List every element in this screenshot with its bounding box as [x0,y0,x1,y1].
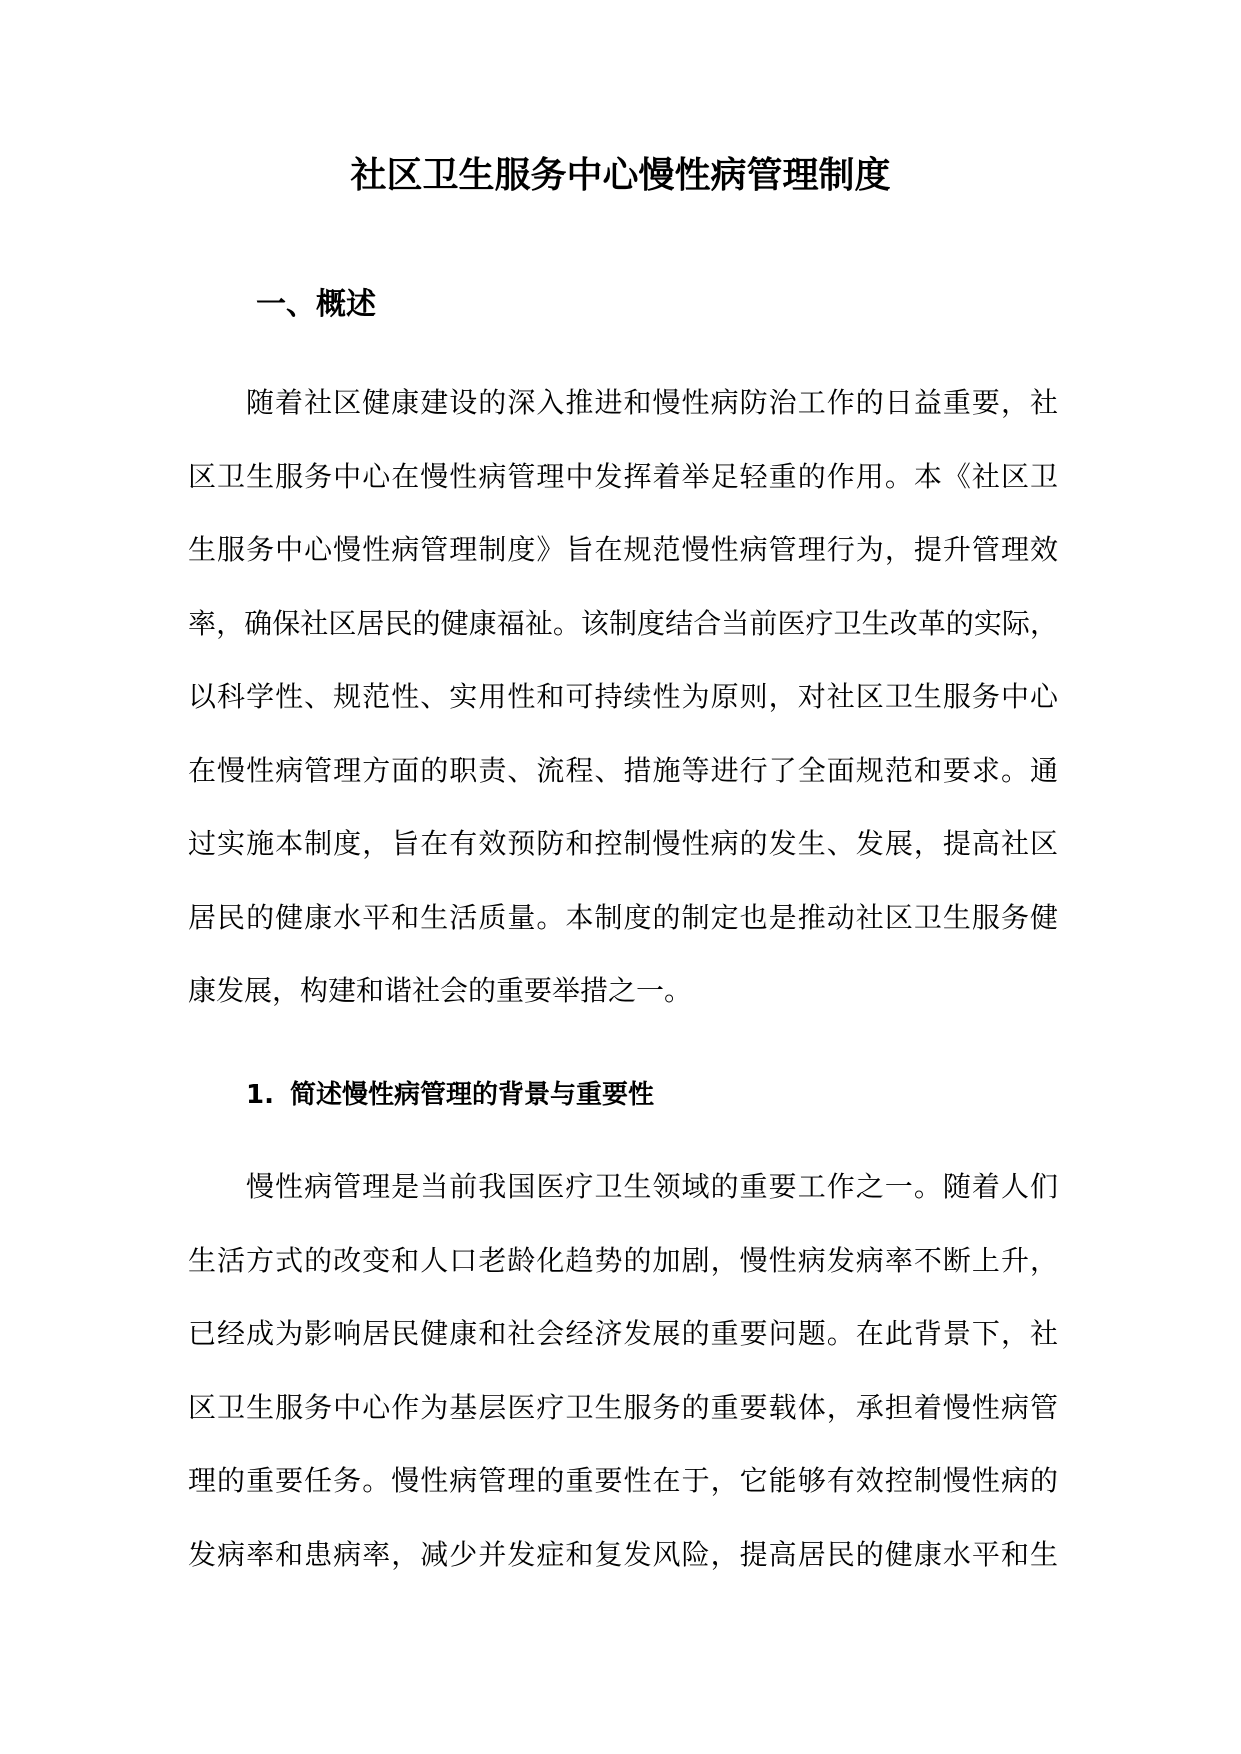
section-heading-overview: 一、概述 [256,287,376,322]
paragraph-line: 发病率和患病率，减少并发症和复发风险，提高居民的健康水平和生 [188,1537,1058,1571]
subsection-title: 简述慢性病管理的背景与重要性 [289,1080,654,1110]
overview-paragraph [188,366,1058,1028]
paragraph-line: 生活方式的改变和人口老龄化趋势的加剧，慢性病发病率不断上升， [188,1243,1058,1277]
paragraph-line: 随着社区健康建设的深入推进和慢性病防治工作的日益重要，社 [246,386,1058,419]
paragraph-line: 慢性病管理是当前我国医疗卫生领域的重要工作之一。随着人们 [246,1170,1058,1203]
subsection-heading-background [246,1075,654,1115]
paragraph-line: 区卫生服务中心作为基层医疗卫生服务的重要载体，承担着慢性病管 [188,1390,1058,1424]
background-paragraph [188,1150,1058,1591]
paragraph-line: 过实施本制度，旨在有效预防和控制慢性病的发生、发展，提高社区 [188,827,1058,860]
paragraph-line: 区卫生服务中心在慢性病管理中发挥着举足轻重的作用。本《社区卫 [188,459,1058,493]
paragraph-line: 以科学性、规范性、实用性和可持续性为原则，对社区卫生服务中心 [188,680,1058,713]
paragraph-line: 康发展，构建和谐社会的重要举措之一。 [188,974,693,1007]
paragraph-line: 已经成为影响居民健康和社会经济发展的重要问题。在此背景下，社 [188,1317,1058,1350]
paragraph-line: 居民的健康水平和生活质量。本制度的制定也是推动社区卫生服务健 [188,900,1058,934]
paragraph-line: 生服务中心慢性病管理制度》旨在规范慢性病管理行为，提升管理效 [188,533,1058,566]
paragraph-line: 率，确保社区居民的健康福祉。该制度结合当前医疗卫生改革的实际， [188,606,1058,640]
subsection-number: 1. [246,1080,274,1110]
paragraph-line: 理的重要任务。慢性病管理的重要性在于，它能够有效控制慢性病的 [188,1464,1058,1497]
paragraph-line: 在慢性病管理方面的职责、流程、措施等进行了全面规范和要求。通 [188,753,1058,787]
document-title: 社区卫生服务中心慢性病管理制度 [350,155,891,196]
